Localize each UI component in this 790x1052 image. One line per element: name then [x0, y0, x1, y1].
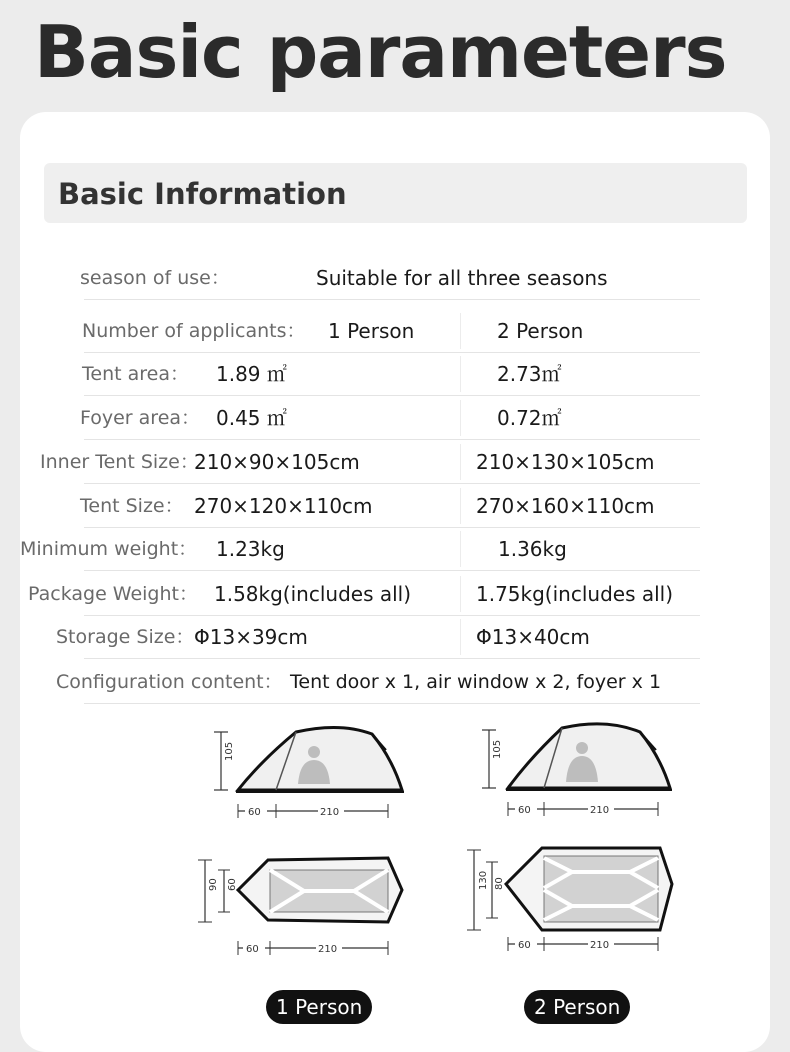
column-divider [460, 576, 461, 612]
caption-1-person: 1 Person [266, 990, 372, 1024]
tent-top-view-1p [198, 858, 402, 955]
dim-width-inner-1p: 60 [227, 878, 238, 891]
spec-value-2p: 0.72㎡ [497, 406, 562, 430]
spec-value-1p: 1.58kg(includes all) [214, 582, 412, 606]
tent-side-view-1p [214, 727, 404, 818]
dim-height-1p: 105 [224, 741, 235, 761]
column-divider [460, 531, 461, 567]
spec-row [0, 352, 790, 396]
spec-value-1p: 210×90×105cm [194, 450, 360, 474]
section-title: Basic Information [58, 177, 347, 211]
dim-foyer-2p-side: 60 [518, 805, 531, 816]
spec-value-2p: 1.75kg(includes all) [476, 582, 674, 606]
spec-value-2p: 1.36kg [498, 537, 567, 561]
spec-value-1p: 0.45 ㎡ [216, 406, 287, 430]
spec-value: Tent door x 1, air window x 2, foyer x 1 [290, 671, 662, 693]
spec-value-2p: 270×160×110cm [476, 494, 655, 518]
spec-row [0, 615, 790, 659]
dim-inner-2p-side: 210 [590, 805, 610, 816]
caption-2-person: 2 Person [524, 990, 630, 1024]
spec-label: Tent area： [82, 363, 189, 385]
spec-value-1p: 1.89 ㎡ [216, 362, 287, 386]
dim-width-outer-2p: 130 [478, 870, 489, 890]
spec-label: Storage Size： [56, 626, 195, 648]
dim-inner-2p-top: 210 [590, 940, 610, 951]
tent-dimension-diagrams [0, 700, 790, 1040]
tent-top-view-2p [467, 848, 672, 951]
spec-label: Inner Tent Size： [40, 451, 199, 473]
dim-width-inner-2p: 80 [494, 877, 505, 890]
spec-value-1p: 1 Person [328, 319, 415, 343]
column-divider [460, 400, 461, 436]
page-title: Basic parameters [34, 10, 727, 94]
spec-value-2p: 2 Person [497, 319, 584, 343]
spec-row [0, 527, 790, 571]
column-divider [460, 619, 461, 655]
spec-value-1p: 270×120×110cm [194, 494, 373, 518]
spec-value-2p: Φ13×40cm [476, 625, 590, 649]
tent-side-view-2p [482, 724, 672, 816]
dim-width-outer-1p: 90 [208, 878, 219, 891]
spec-label: Tent Size： [80, 495, 184, 517]
spec-row [0, 484, 790, 528]
column-divider [460, 313, 461, 349]
dim-inner-1p-side: 210 [320, 807, 340, 818]
row-divider [84, 570, 700, 571]
spec-label: season of use： [80, 267, 230, 289]
section-header [44, 163, 747, 223]
spec-value: Suitable for all three seasons [316, 266, 608, 290]
spec-row [0, 572, 790, 616]
spec-value-2p: 210×130×105cm [476, 450, 655, 474]
dim-height-2p: 105 [492, 739, 503, 759]
spec-value-2p: 2.73㎡ [497, 362, 562, 386]
dim-foyer-2p-top: 60 [518, 940, 531, 951]
dim-foyer-1p-side: 60 [248, 807, 261, 818]
dim-inner-1p-top: 210 [318, 944, 338, 955]
column-divider [460, 444, 461, 480]
spec-row [0, 309, 790, 353]
spec-row [0, 396, 790, 440]
spec-value-1p: Φ13×39cm [194, 625, 308, 649]
spec-row [0, 440, 790, 484]
spec-value-1p: 1.23kg [216, 537, 285, 561]
spec-label: Number of applicants： [82, 320, 306, 342]
spec-label: Package Weight： [28, 583, 198, 605]
column-divider [460, 356, 461, 392]
dim-foyer-1p-top: 60 [246, 944, 259, 955]
row-divider [84, 658, 700, 659]
column-divider [460, 488, 461, 524]
spec-label: Configuration content： [56, 671, 283, 693]
spec-row-season [0, 256, 790, 300]
spec-row-config [0, 660, 790, 704]
spec-label: Minimum weight： [20, 538, 198, 560]
spec-label: Foyer area： [80, 407, 201, 429]
row-divider [84, 299, 700, 300]
